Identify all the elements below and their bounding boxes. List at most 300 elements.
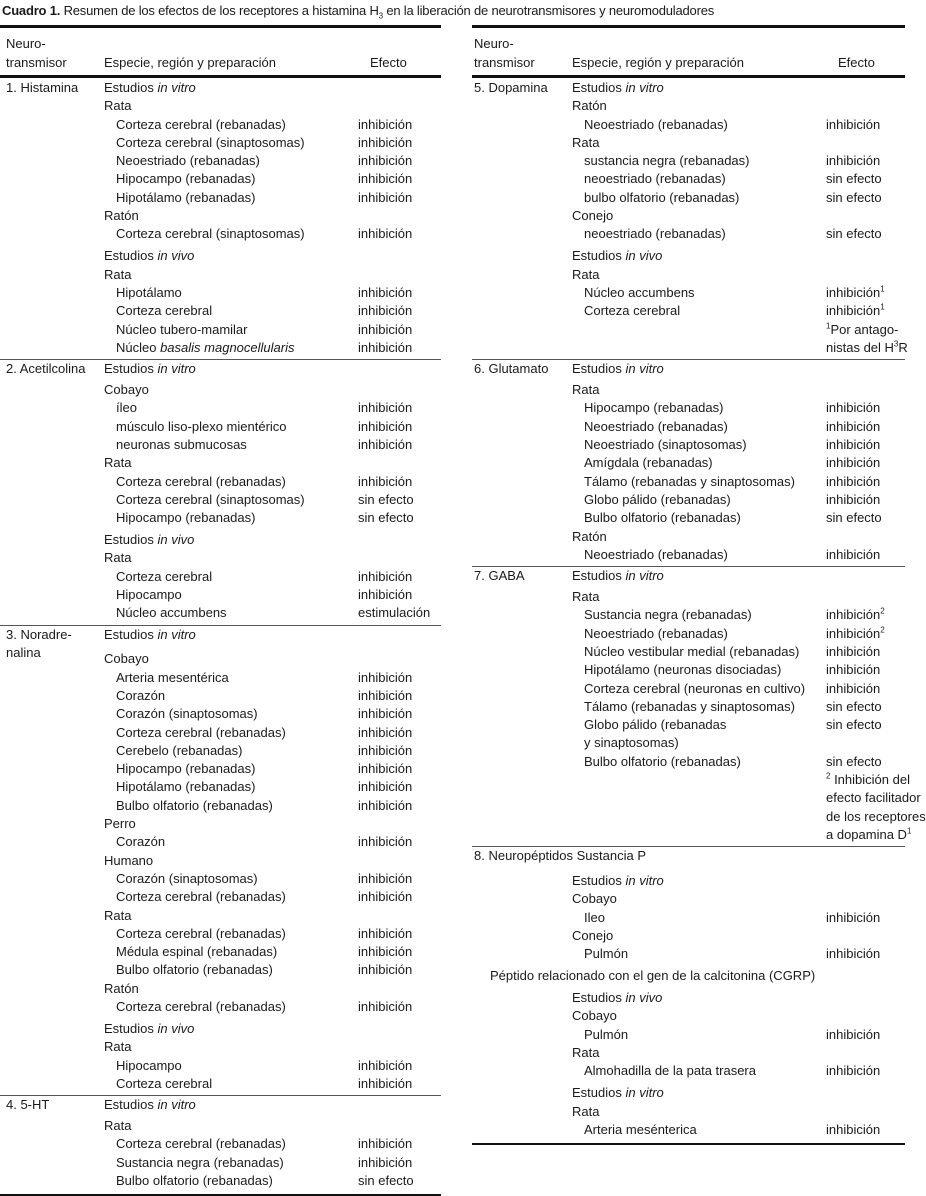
species-cell: [116, 943, 277, 961]
species-text: Rata: [104, 550, 132, 566]
table-row: [0, 509, 441, 527]
species-cell: [104, 549, 131, 567]
effect-text: inhibición: [358, 870, 413, 886]
table-row: [0, 1172, 441, 1190]
effect-cell: [358, 134, 412, 152]
table-row: [472, 381, 905, 399]
species-cell: [104, 1020, 194, 1038]
effect-text: nistas del H: [826, 339, 894, 355]
effect-cell: [358, 586, 412, 604]
species-cell: [572, 381, 599, 399]
species-text: Estudios: [572, 248, 626, 264]
table-row: [0, 778, 441, 796]
species-text: Arteria mesénterica: [584, 1121, 697, 1137]
species-text: Núcleo: [116, 339, 161, 355]
species-cell: [584, 473, 795, 491]
species-cell: [116, 284, 182, 302]
species-cell: [104, 980, 139, 998]
caption-subscript: 3: [378, 11, 383, 21]
species-text: Estudios: [104, 361, 158, 377]
effect-cell: [826, 399, 880, 417]
header-species: Especie, región y preparación: [572, 55, 744, 70]
species-cell: [104, 650, 149, 668]
effect-cell: [358, 705, 412, 723]
species-text: Corteza cerebral (rebanadas): [116, 925, 286, 941]
effect-text: sin efecto: [358, 510, 414, 526]
table-row: [0, 454, 441, 472]
species-cell: [116, 888, 286, 906]
species-text: Núcleo tubero-mamilar: [116, 321, 248, 337]
table-row: [472, 1062, 905, 1080]
table-row: [472, 680, 905, 698]
species-text: Estudios: [572, 990, 626, 1006]
header-effect: Efecto: [838, 55, 875, 70]
table-row: [472, 152, 905, 170]
species-text: Estudios: [572, 361, 626, 377]
species-italic: in vitro: [625, 80, 664, 95]
species-text: Estudios: [104, 1020, 158, 1036]
species-text: Almohadilla de la pata trasera: [584, 1063, 756, 1079]
species-text: Corteza cerebral (sinaptosomas): [116, 226, 305, 242]
effect-text: inhibición: [826, 473, 881, 489]
effect-cell: [358, 1154, 412, 1172]
species-text: y sinaptosomas): [584, 735, 679, 751]
effect-text: inhibición: [358, 134, 413, 150]
species-text: Bulbo olfatorio (rebanadas): [116, 797, 273, 813]
species-italic: in vivo: [625, 990, 663, 1006]
header-neuro-line2: transmisor: [474, 55, 535, 70]
species-text: Hipocampo: [116, 1057, 182, 1073]
species-cell: [584, 661, 781, 679]
table-row: [0, 1117, 441, 1135]
header-species: Especie, región y preparación: [104, 55, 276, 70]
effect-text: inhibición: [358, 153, 413, 169]
table-row: [472, 1103, 905, 1121]
table-row: [472, 890, 905, 908]
species-italic: in vivo: [625, 248, 663, 264]
species-cell: [104, 815, 136, 833]
species-text: Neoestriado (rebanadas): [584, 625, 728, 641]
footnote-mark: 1: [880, 284, 885, 294]
effect-cell: [826, 698, 882, 716]
species-cell: [116, 134, 305, 152]
species-cell: [584, 606, 752, 624]
species-cell: [116, 1135, 286, 1153]
species-text: Rata: [572, 589, 600, 605]
effect-cell: [826, 284, 885, 302]
effect-text: inhibición: [358, 962, 413, 978]
effect-text: de los receptores: [826, 808, 926, 824]
species-text: Estudios: [572, 80, 626, 95]
effect-text: inhibición: [358, 925, 413, 941]
species-cell: [104, 531, 194, 549]
effect-cell: [358, 339, 412, 357]
table-row: [0, 1154, 441, 1172]
species-text: Arteria mesentérica: [116, 669, 229, 685]
species-text: Corteza cerebral (sinaptosomas): [116, 134, 305, 150]
species-text: Cobayo: [104, 382, 149, 398]
effect-cell: [826, 225, 882, 243]
effect-cell: [826, 436, 880, 454]
effect-text: inhibición: [358, 284, 413, 300]
effect-text: inhibición: [358, 473, 413, 489]
species-text: Corteza cerebral (rebanadas): [116, 998, 286, 1014]
table-row: [0, 797, 441, 815]
species-text: Núcleo accumbens: [116, 605, 227, 621]
species-text: Ileo: [584, 909, 605, 925]
effect-text: inhibición: [358, 568, 413, 584]
species-text: Neoestriado (rebanadas): [584, 546, 728, 562]
species-text: Bulbo olfatorio (rebanadas): [116, 962, 273, 978]
species-italic: in vitro: [625, 872, 664, 888]
effect-cell: [826, 116, 880, 134]
table-row: [472, 247, 905, 265]
species-text: Estudios: [104, 1097, 158, 1113]
table-body: [0, 78, 441, 1190]
species-text: Tálamo (rebanadas y sinaptosomas): [584, 698, 795, 714]
species-text: Núcleo vestibular medial (rebanadas): [584, 643, 800, 659]
effect-cell: [826, 808, 926, 826]
effect-text: inhibición: [358, 1136, 413, 1152]
species-text: Hipotálamo (rebanadas): [116, 189, 256, 205]
species-text: Hipotálamo (rebanadas): [116, 779, 256, 795]
caption-label: Cuadro 1.: [2, 3, 61, 18]
table-row: [472, 698, 905, 716]
table-row: [472, 989, 905, 1007]
effect-text: inhibición: [358, 303, 413, 319]
species-text: Rata: [572, 266, 600, 282]
footnote-mark: 1: [880, 302, 885, 312]
effect-cell: [358, 509, 414, 527]
effect-cell: [826, 454, 880, 472]
species-cell: [116, 436, 247, 454]
species-text: Hipocampo (rebanadas): [116, 510, 256, 526]
species-text: Ratón: [572, 98, 607, 114]
species-text: Estudios: [104, 80, 158, 95]
effect-cell: [358, 833, 412, 851]
species-text: Corteza cerebral (neuronas en cultivo): [584, 680, 806, 696]
table-row: [472, 1121, 905, 1139]
table-row: [0, 339, 441, 357]
species-cell: [584, 491, 731, 509]
effect-cell: [358, 189, 412, 207]
species-cell: [116, 797, 273, 815]
species-cell: [116, 321, 248, 339]
table-row: [472, 509, 905, 527]
species-text: neoestriado (rebanadas): [584, 171, 726, 187]
species-cell: [572, 97, 607, 115]
table-row: [472, 661, 905, 679]
table-row: [472, 491, 905, 509]
effect-cell: [358, 170, 412, 188]
species-text: Rata: [572, 382, 600, 398]
species-cell: [572, 79, 664, 97]
effect-cell: [358, 1057, 412, 1075]
effect-cell: [826, 170, 882, 188]
table-header: [472, 25, 905, 78]
species-cell: [116, 509, 255, 527]
species-text: bulbo olfatorio (rebanadas): [584, 189, 740, 205]
effect-cell: [358, 302, 412, 320]
effect-cell: [826, 152, 880, 170]
species-cell: [584, 716, 726, 734]
species-text: Bulbo olfatorio (rebanadas): [116, 1173, 273, 1189]
table-row: [472, 79, 905, 97]
effect-text: sin efecto: [826, 171, 882, 187]
header-neuro-line1: Neuro-: [474, 36, 514, 51]
species-italic: basalis magnocellularis: [160, 339, 295, 355]
species-text: Rata: [104, 266, 132, 282]
effect-text: inhibición: [826, 625, 881, 641]
species-cell: [584, 116, 728, 134]
effect-text: Inhibición del: [830, 772, 910, 788]
effect-text: estimulación: [358, 605, 431, 621]
table-row: [0, 1135, 441, 1153]
effect-text: inhibición: [826, 1063, 881, 1079]
species-text: íleo: [116, 400, 137, 416]
species-cell: [584, 284, 695, 302]
species-text: Conejo: [572, 927, 614, 943]
species-cell: [572, 1084, 664, 1102]
effect-cell: [826, 473, 880, 491]
effect-cell: [826, 302, 885, 320]
species-text: Corteza cerebral (rebanadas): [116, 1136, 286, 1152]
effect-cell: [826, 680, 880, 698]
effect-cell: [358, 568, 412, 586]
species-text: Hipocampo (rebanadas): [116, 171, 256, 187]
table-row: [472, 588, 905, 606]
table-row: [472, 606, 905, 624]
effect-text: sin efecto: [358, 491, 414, 507]
species-text: Globo pálido (rebanadas): [584, 491, 731, 507]
effect-cell: [826, 753, 882, 771]
table-row: [0, 79, 441, 97]
effect-text: inhibición: [358, 321, 413, 337]
table-row: [472, 1044, 905, 1062]
effect-text: inhibición: [358, 171, 413, 187]
effect-cell: [358, 1172, 414, 1190]
species-cell: [584, 170, 726, 188]
effect-text: a dopamina D: [826, 826, 907, 842]
table-row: [472, 284, 905, 302]
species-cell: [116, 339, 294, 357]
species-italic: in vitro: [157, 361, 196, 377]
table-row: [472, 716, 905, 734]
table-row: [472, 207, 905, 225]
effect-text: inhibición: [358, 189, 413, 205]
effect-text: inhibición: [826, 946, 881, 962]
species-cell: [104, 907, 131, 925]
table-row: [0, 134, 441, 152]
effect-cell: [826, 189, 882, 207]
species-cell: [116, 1154, 284, 1172]
table-row: [472, 625, 905, 643]
header-effect: Efecto: [370, 55, 407, 70]
table-row: [0, 961, 441, 979]
table-row: [0, 943, 441, 961]
effect-cell: [358, 687, 412, 705]
effect-text: inhibición: [358, 400, 413, 416]
effect-cell: [358, 870, 412, 888]
table-row: [472, 909, 905, 927]
species-cell: [572, 872, 664, 890]
species-text: Estudios: [104, 626, 158, 642]
effect-cell: [826, 716, 882, 734]
species-text: Ratón: [572, 528, 607, 544]
species-cell: [584, 945, 628, 963]
effect-text: inhibición: [826, 284, 881, 300]
species-cell: [116, 225, 305, 243]
species-cell: [116, 152, 260, 170]
effect-text: inhibición: [826, 303, 881, 319]
species-cell: [584, 189, 739, 207]
bottom-rule: [472, 1143, 905, 1145]
species-cell: [572, 360, 664, 378]
species-cell: [116, 705, 258, 723]
species-italic: in vivo: [157, 248, 195, 264]
effect-cell: [826, 643, 880, 661]
species-text: Corteza cerebral (rebanadas): [116, 724, 286, 740]
effect-text: sin efecto: [826, 226, 882, 242]
species-text: Bulbo olfatorio (rebanadas): [584, 753, 741, 769]
effect-text: inhibición: [826, 400, 881, 416]
footnote-mark: 2: [826, 771, 831, 781]
table-row: [472, 789, 921, 807]
neurotransmitter-cell: 4. 5-HT: [6, 1097, 50, 1113]
species-cell: [584, 1026, 628, 1044]
table-row: [0, 1020, 441, 1038]
species-text: Corazón: [116, 687, 166, 703]
effect-cell: [826, 1121, 880, 1139]
species-cell: [116, 1075, 212, 1093]
table-row: [0, 381, 441, 399]
effect-text: inhibición: [358, 437, 413, 453]
effect-cell: [358, 604, 430, 622]
species-text: Rata: [104, 1039, 132, 1055]
species-cell: [116, 604, 227, 622]
table-row: [472, 302, 905, 320]
effect-text: inhibición: [358, 226, 413, 242]
caption-text-end: en la liberación de neurotransmisores y neuromoduladores: [382, 3, 715, 18]
table-row: [0, 473, 441, 491]
table-row: [472, 528, 905, 546]
table-row: [472, 546, 905, 564]
table-row: [0, 189, 441, 207]
effect-cell: [826, 546, 880, 564]
table-row: [472, 1026, 905, 1044]
species-text: Rata: [104, 98, 132, 114]
effect-text: inhibición: [826, 418, 881, 434]
species-text: Corazón (sinaptosomas): [116, 870, 258, 886]
species-italic: in vitro: [625, 361, 664, 377]
species-cell: [116, 925, 286, 943]
species-italic: in vivo: [157, 1020, 195, 1036]
species-text: Rata: [572, 134, 600, 150]
species-cell: [572, 927, 613, 945]
species-cell: [572, 989, 662, 1007]
species-text: Humano: [104, 852, 154, 868]
effect-text: inhibición: [826, 546, 881, 562]
species-cell: [572, 266, 599, 284]
effect-text: inhibición: [358, 834, 413, 850]
effect-text: inhibición: [358, 724, 413, 740]
species-text: neuronas submucosas: [116, 437, 247, 453]
effect-cell: [826, 909, 880, 927]
table-row: [472, 418, 905, 436]
table-row: [0, 650, 441, 668]
species-text: Ratón: [104, 980, 139, 996]
table-row: [472, 846, 905, 868]
effect-text: inhibición: [358, 797, 413, 813]
species-text: Estudios: [572, 1085, 626, 1101]
table-row: [0, 870, 441, 888]
species-cell: [116, 742, 242, 760]
effect-cell: [358, 724, 412, 742]
species-cell: [116, 724, 286, 742]
species-text: Hipocampo (rebanadas): [584, 400, 724, 416]
effect-cell: [358, 742, 412, 760]
table-row: [472, 826, 912, 844]
neurotransmitter-cell: 6. Glutamato: [474, 361, 549, 377]
species-cell: [116, 998, 286, 1016]
footnote-mark: 2: [880, 607, 885, 617]
table-row: [0, 604, 441, 622]
effect-cell: [358, 473, 412, 491]
table-row: [0, 1038, 441, 1056]
species-cell: [584, 418, 728, 436]
table-row: [472, 189, 905, 207]
species-cell: [584, 152, 750, 170]
effect-text: inhibición: [358, 889, 413, 905]
table-row: [472, 643, 905, 661]
species-italic: in vitro: [157, 1097, 196, 1113]
species-italic: in vitro: [625, 568, 664, 584]
effect-cell: [826, 418, 880, 436]
species-cell: [104, 247, 194, 265]
species-text: Ratón: [104, 208, 139, 224]
effect-text: inhibición: [358, 779, 413, 795]
species-text: Hipocampo: [116, 587, 182, 603]
species-cell: [572, 567, 664, 585]
species-cell: [104, 97, 131, 115]
species-cell: [584, 1062, 756, 1080]
effect-text: efecto facilitador: [826, 790, 921, 806]
table-row: [0, 669, 441, 687]
species-cell: [116, 778, 255, 796]
effect-cell: [826, 339, 908, 357]
effect-cell: [358, 998, 412, 1016]
table-row: [0, 687, 441, 705]
effect-text: inhibición: [826, 643, 881, 659]
species-cell: [104, 626, 196, 644]
table-row: [0, 399, 441, 417]
species-text: Corteza cerebral (rebanadas): [116, 116, 286, 132]
table-header: [0, 25, 441, 78]
header-neuro-line2: transmisor: [6, 55, 67, 70]
species-cell: [104, 266, 131, 284]
species-cell: [584, 753, 741, 771]
effect-cell: [358, 491, 414, 509]
species-text: Cobayo: [572, 891, 617, 907]
footnote-mark: 1: [906, 826, 912, 836]
table-row: [472, 753, 905, 771]
species-cell: [572, 1103, 599, 1121]
effect-cell: [358, 152, 412, 170]
table-row: [0, 925, 441, 943]
species-text: Rata: [104, 1118, 132, 1134]
species-cell: [116, 870, 258, 888]
species-cell: [104, 1038, 131, 1056]
